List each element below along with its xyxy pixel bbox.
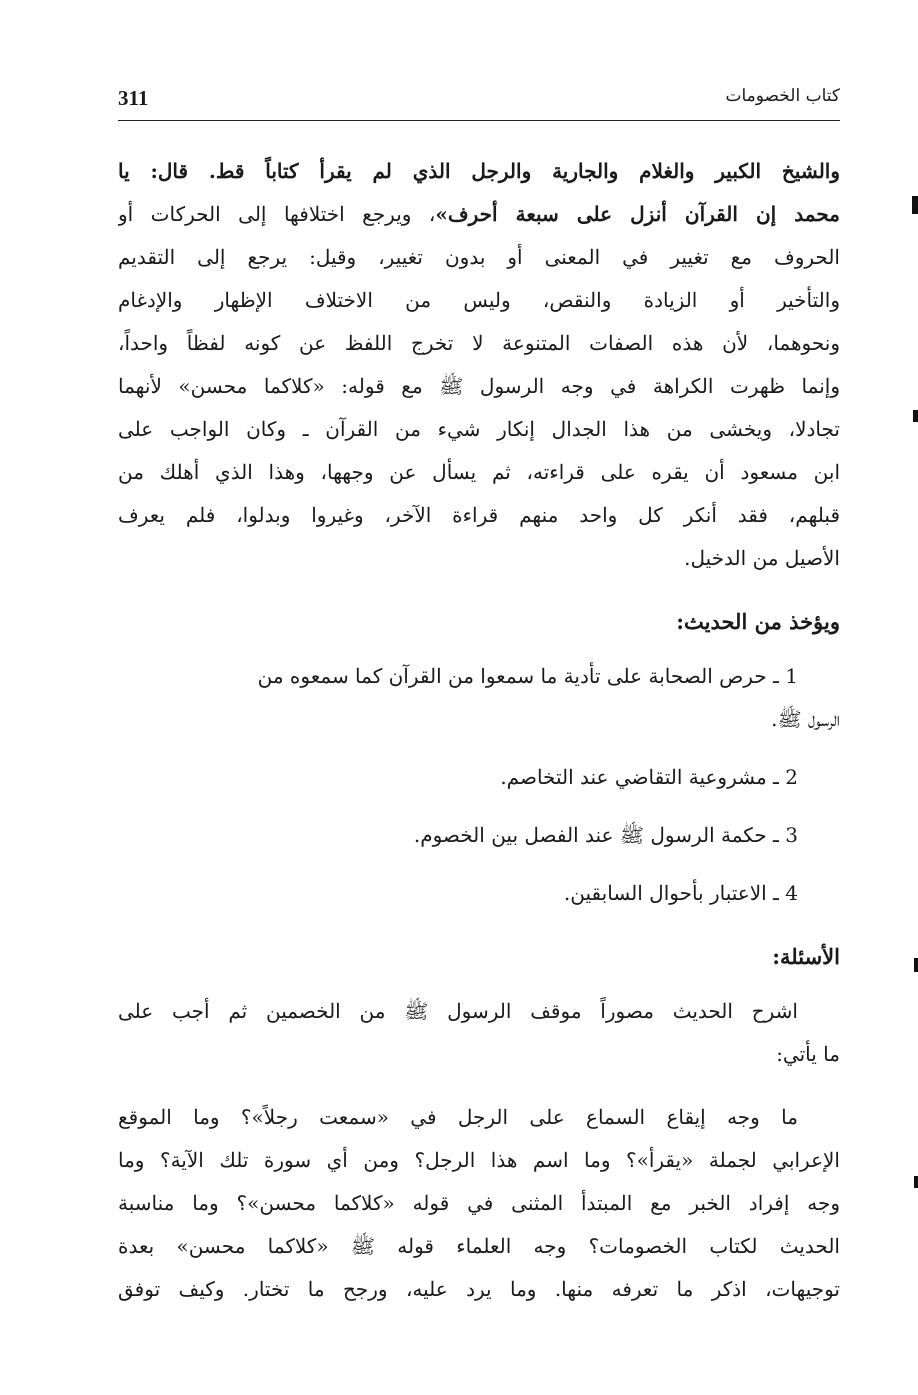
- text-line: توجيهات، اذكر ما تعرفه منها. وما يرد عليه، ورجح ما تختار. وكيف توفق: [118, 1277, 840, 1301]
- text-line: ونحوهما، لأن هذه الصفات المتنوعة لا تخرج اللفظ عن كونه لفظاً واحداً،: [118, 331, 840, 355]
- text-span: ، ويرجع اختلافها إلى الحركات أو: [118, 202, 436, 226]
- text-line: وجه إفراد الخبر مع المبتدأ المثنى في قوله «كلاكما محسن»؟ وما مناسبة: [118, 1191, 840, 1215]
- text-line: 1 ـ حرص الصحابة على تأدية ما سمعوا من القرآن كما سمعوه من: [257, 664, 798, 688]
- scan-edge-mark: [914, 958, 918, 972]
- lessons-heading: ويؤخذ من الحديث:: [676, 609, 840, 634]
- text-line: ابن مسعود أن يقره على قراءته، ثم يسأل عن وجهها، وهذا الذي أهلك من: [118, 460, 840, 484]
- text-line: الأصيل من الدخيل.: [684, 546, 840, 570]
- text-line: والشيخ الكبير والغلام والجارية والرجل الذي لم يقرأ كتاباً قط. قال: يا: [118, 159, 840, 183]
- lesson-item-2: [118, 756, 840, 799]
- text-line: والتأخير أو الزيادة والنقص، وليس من الاختلاف الإظهار والإدغام: [118, 288, 840, 312]
- paragraph-hadith-commentary: [118, 150, 840, 580]
- text-line: تجادلا، ويخشى من هذا الجدال إنكار شيء من القرآن ـ وكان الواجب على: [118, 417, 840, 441]
- lesson-item-3: [118, 814, 840, 857]
- text-line: الرسول ﷺ.: [771, 707, 840, 731]
- text-line: [118, 193, 840, 236]
- questions-intro: [118, 990, 840, 1076]
- text-line: 2 ـ مشروعية التقاضي عند التخاصم.: [500, 765, 798, 789]
- scan-edge-mark: [912, 196, 918, 214]
- lesson-item-4: [118, 872, 840, 915]
- text-line: 3 ـ حكمة الرسول ﷺ عند الفصل بين الخصوم.: [413, 823, 798, 847]
- text-line: ما وجه إيقاع السماع على الرجل في «سمعت رجلاً»؟ وما الموقع: [118, 1105, 798, 1129]
- page-body: [118, 150, 840, 1311]
- text-line: 4 ـ الاعتبار بأحوال السابقين.: [563, 881, 798, 905]
- text-line: وإنما ظهرت الكراهة في وجه الرسول ﷺ مع قوله: «كلاكما محسن» لأنهما: [118, 374, 840, 398]
- bold-quote: محمد إن القرآن أنزل على سبعة أحرف»: [435, 202, 840, 226]
- scan-edge-mark: [913, 410, 918, 422]
- text-line: الحديث لكتاب الخصومات؟ وجه العلماء قوله ﷺ «كلاكما محسن» بعدة: [118, 1234, 840, 1258]
- text-line: الإعرابي لجملة «يقرأ»؟ وما اسم هذا الرجل؟ ومن أي سورة تلك الآية؟ وما: [118, 1148, 840, 1172]
- questions-paragraph: [118, 1096, 840, 1311]
- running-title: كتاب الخصومات: [725, 86, 840, 106]
- questions-heading: الأسئلة:: [772, 944, 840, 969]
- text-line: قبلهم، فقد أنكر كل واحد منهم قراءة الآخر، وغيروا وبدلوا، فلم يعرف: [118, 503, 840, 527]
- scan-edge-mark: [914, 1176, 918, 1188]
- text-line: الحروف مع تغيير في المعنى أو بدون تغيير، وقيل: يرجع إلى التقديم: [118, 245, 840, 269]
- text-line: ما يأتي:: [776, 1042, 840, 1066]
- text-line: اشرح الحديث مصوراً موقف الرسول ﷺ من الخصمين ثم أجب على: [118, 999, 798, 1023]
- page-number: 311: [118, 86, 149, 110]
- lesson-item-1: [118, 655, 840, 741]
- page-header: [118, 86, 840, 121]
